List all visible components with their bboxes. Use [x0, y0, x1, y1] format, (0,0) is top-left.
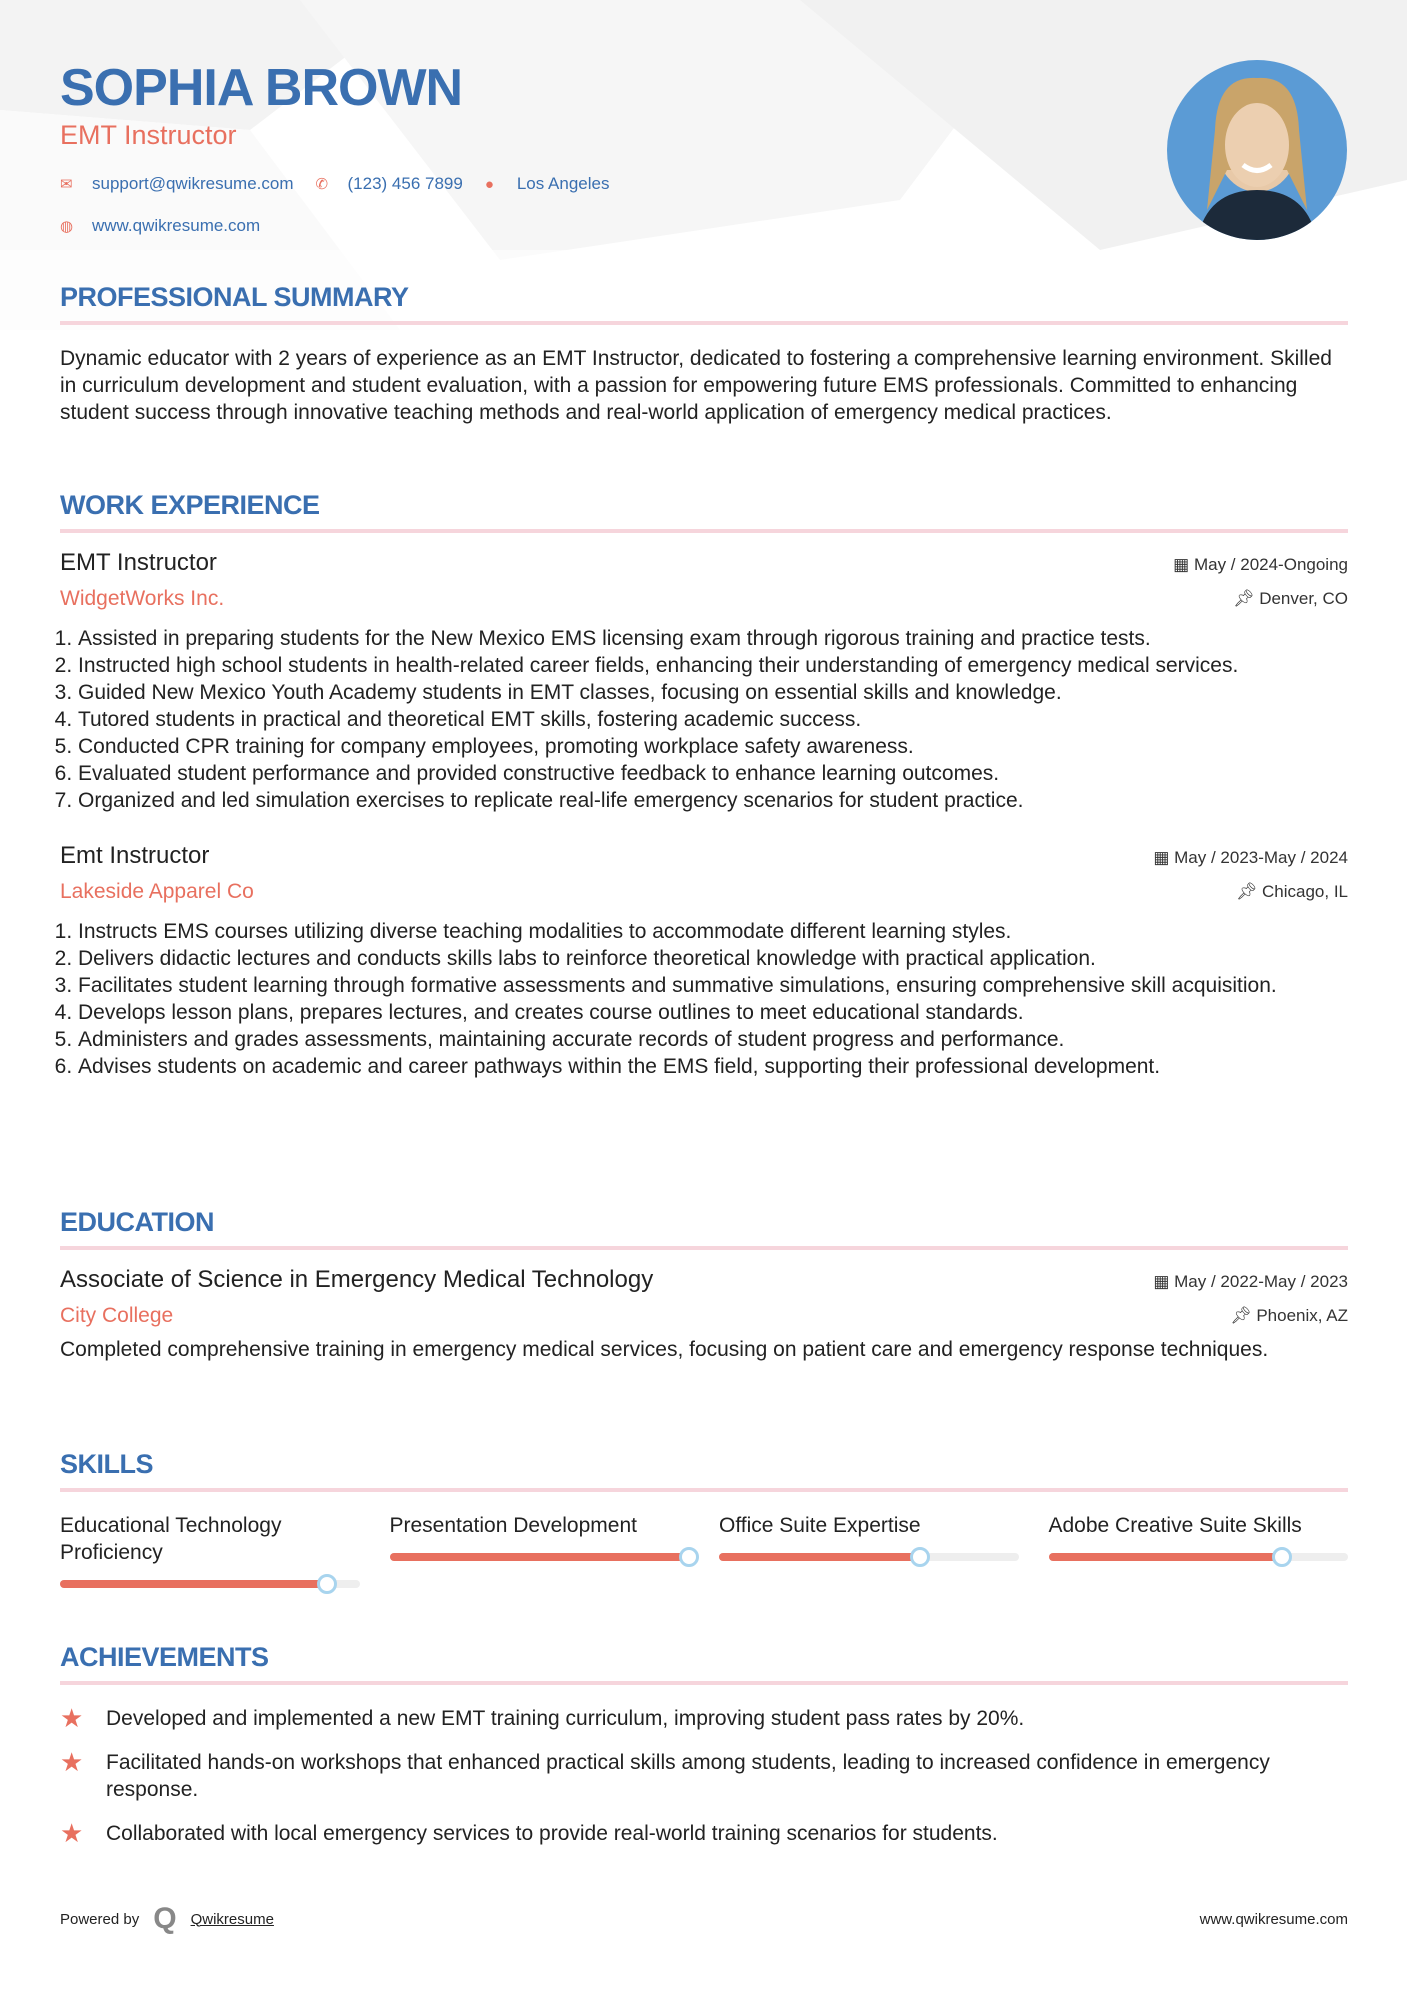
footer	[60, 1902, 1348, 1936]
star-icon: ★	[60, 1703, 84, 1733]
dates-text: May / 2023-May / 2024	[1174, 848, 1348, 867]
qwikresume-link[interactable]: Qwikresume	[190, 1910, 274, 1928]
section-heading: WORK EXPERIENCE	[60, 490, 320, 520]
list-item: 6. Advises students on academic and career pathways within the EMS field, supporting their professional development.	[78, 1053, 1348, 1080]
degree: Associate of Science in Emergency Medical Technology	[60, 1266, 654, 1293]
email-link[interactable]: support@qwikresume.com	[92, 174, 294, 193]
pin-icon: 📌︎	[1235, 882, 1262, 901]
skill-name: Presentation Development	[389, 1514, 637, 1537]
job-entry	[60, 842, 1348, 1080]
education-entry	[60, 1266, 1348, 1363]
section-divider	[60, 529, 1348, 533]
list-item: 6. Evaluated student performance and provided constructive feedback to enhance learning outcomes.	[78, 760, 1348, 787]
qwikresume-logo-icon: Q	[153, 1902, 177, 1935]
skill-bar	[719, 1553, 1019, 1561]
achievement-text: Collaborated with local emergency services to provide real-world training scenarios for students.	[106, 1822, 998, 1845]
section-divider	[60, 1246, 1348, 1250]
section-divider	[60, 1488, 1348, 1492]
education-location	[1230, 1306, 1348, 1326]
website-link[interactable]: www.qwikresume.com	[92, 216, 261, 235]
job-bullets	[60, 625, 1348, 814]
skill-fill	[60, 1580, 327, 1588]
job-title: Emt Instructor	[60, 842, 210, 869]
school-name: City College	[60, 1304, 174, 1327]
list-item: 1. Assisted in preparing students for the New Mexico EMS licensing exam through rigorous training and practice tests.	[78, 625, 1348, 652]
list-item: 1. Instructs EMS courses utilizing diverse teaching modalities to accommodate different learning styles.	[78, 918, 1348, 945]
skill-name: Adobe Creative Suite Skills	[1048, 1514, 1302, 1537]
star-icon: ★	[60, 1818, 84, 1848]
job-location	[1233, 589, 1348, 609]
skill-bar	[60, 1580, 360, 1588]
section-heading: SKILLS	[60, 1449, 154, 1479]
education-description: Completed comprehensive training in emergency medical services, focusing on patient care and emergency response techniques.	[60, 1338, 1269, 1361]
location-text: Chicago, IL	[1262, 882, 1348, 901]
skill-knob	[317, 1574, 337, 1594]
skill-name: Educational Technology Proficiency	[60, 1514, 282, 1564]
location-text: Phoenix, AZ	[1256, 1306, 1348, 1325]
section-divider	[60, 321, 1348, 325]
skill-item	[60, 1512, 360, 1588]
job-location	[1236, 882, 1348, 902]
section-heading: PROFESSIONAL SUMMARY	[60, 282, 409, 312]
skill-fill	[1049, 1553, 1283, 1561]
list-item: 7. Organized and led simulation exercises to replicate real-life emergency scenarios for student practice.	[78, 787, 1348, 814]
job-dates	[1153, 848, 1348, 868]
achievement-item	[60, 1705, 1348, 1732]
skill-bar	[1049, 1553, 1349, 1561]
candidate-name: SOPHIA BROWN	[60, 59, 463, 117]
pin-icon: 📌︎	[1232, 589, 1260, 608]
job-entry	[60, 549, 1348, 814]
skill-fill	[390, 1553, 690, 1561]
skill-item	[1049, 1512, 1349, 1588]
job-title: EMT Instructor	[60, 549, 217, 576]
pin-icon: 📌︎	[1230, 1306, 1257, 1325]
location-text: Los Angeles	[516, 174, 610, 193]
skill-knob	[1272, 1547, 1292, 1567]
skills-list	[60, 1512, 1348, 1588]
website-row	[60, 216, 260, 236]
phone-icon: ✆	[315, 176, 329, 193]
skill-bar	[390, 1553, 690, 1561]
job-bullets	[60, 918, 1348, 1080]
envelope-icon: ✉	[60, 176, 73, 193]
globe-icon: ◍	[60, 218, 74, 235]
dates-text: May / 2022-May / 2023	[1174, 1272, 1348, 1291]
skill-name: Office Suite Expertise	[719, 1514, 921, 1537]
achievement-item	[60, 1749, 1348, 1803]
skill-fill	[719, 1553, 920, 1561]
candidate-title: EMT Instructor	[60, 120, 237, 150]
powered-by-label: Powered by	[60, 1910, 140, 1928]
calendar-icon: ▦	[1153, 1272, 1175, 1291]
summary-text: Dynamic educator with 2 years of experience as an EMT Instructor, dedicated to fostering a comprehensive learning environment. Skilled in curriculum development and student evaluation, with a passion for empowering future EMS professionals. Committed to enhancing student success through innovative teaching methods and real-world application of emergency medical practices.	[60, 347, 1332, 424]
phone-text: (123) 456 7899	[347, 174, 463, 193]
star-icon: ★	[60, 1747, 84, 1777]
list-item: 2. Instructed high school students in health-related career fields, enhancing their understanding of emergency medical services.	[78, 652, 1348, 679]
skill-item	[390, 1512, 690, 1588]
experience-section	[60, 490, 1348, 1080]
footer-website[interactable]: www.qwikresume.com	[1199, 1910, 1348, 1928]
company-name: Lakeside Apparel Co	[60, 880, 254, 903]
list-item: 3. Facilitates student learning through formative assessments and summative simulations, ensuring comprehensive skill acquisition.	[78, 972, 1348, 999]
list-item: 4. Develops lesson plans, prepares lectures, and creates course outlines to meet educational standards.	[78, 999, 1348, 1026]
job-dates	[1173, 555, 1348, 575]
list-item: 5. Conducted CPR training for company employees, promoting workplace safety awareness.	[78, 733, 1348, 760]
achievement-item	[60, 1820, 1348, 1847]
education-dates	[1153, 1272, 1348, 1292]
section-heading: EDUCATION	[60, 1207, 214, 1237]
section-divider	[60, 1681, 1348, 1685]
calendar-icon: ▦	[1153, 848, 1175, 867]
map-pin-icon: ●	[484, 175, 494, 193]
skills-section	[60, 1449, 1348, 1588]
contact-row	[60, 174, 609, 194]
list-item: 4. Tutored students in practical and theoretical EMT skills, fostering academic success.	[78, 706, 1348, 733]
summary-section	[60, 282, 1348, 426]
list-item: 5. Administers and grades assessments, maintaining accurate records of student progress and performance.	[78, 1026, 1348, 1053]
profile-photo	[1167, 60, 1347, 240]
achievement-text: Developed and implemented a new EMT training curriculum, improving student pass rates by 20%.	[106, 1707, 1025, 1730]
calendar-icon: ▦	[1173, 555, 1194, 574]
achievement-text: Facilitated hands-on workshops that enhanced practical skills among students, leading to increased confidence in emergency response.	[106, 1751, 1270, 1801]
achievements-section	[60, 1642, 1348, 1864]
company-name: WidgetWorks Inc.	[60, 587, 225, 610]
skill-item	[719, 1512, 1019, 1588]
dates-text: May / 2024-Ongoing	[1193, 555, 1348, 574]
skill-knob	[679, 1547, 699, 1567]
location-text: Denver, CO	[1259, 589, 1348, 608]
skill-knob	[910, 1547, 930, 1567]
list-item: 3. Guided New Mexico Youth Academy students in EMT classes, focusing on essential skills and knowledge.	[78, 679, 1348, 706]
education-section	[60, 1207, 1348, 1363]
list-item: 2. Delivers didactic lectures and conducts skills labs to reinforce theoretical knowledge with practical application.	[78, 945, 1348, 972]
section-heading: ACHIEVEMENTS	[60, 1642, 269, 1672]
